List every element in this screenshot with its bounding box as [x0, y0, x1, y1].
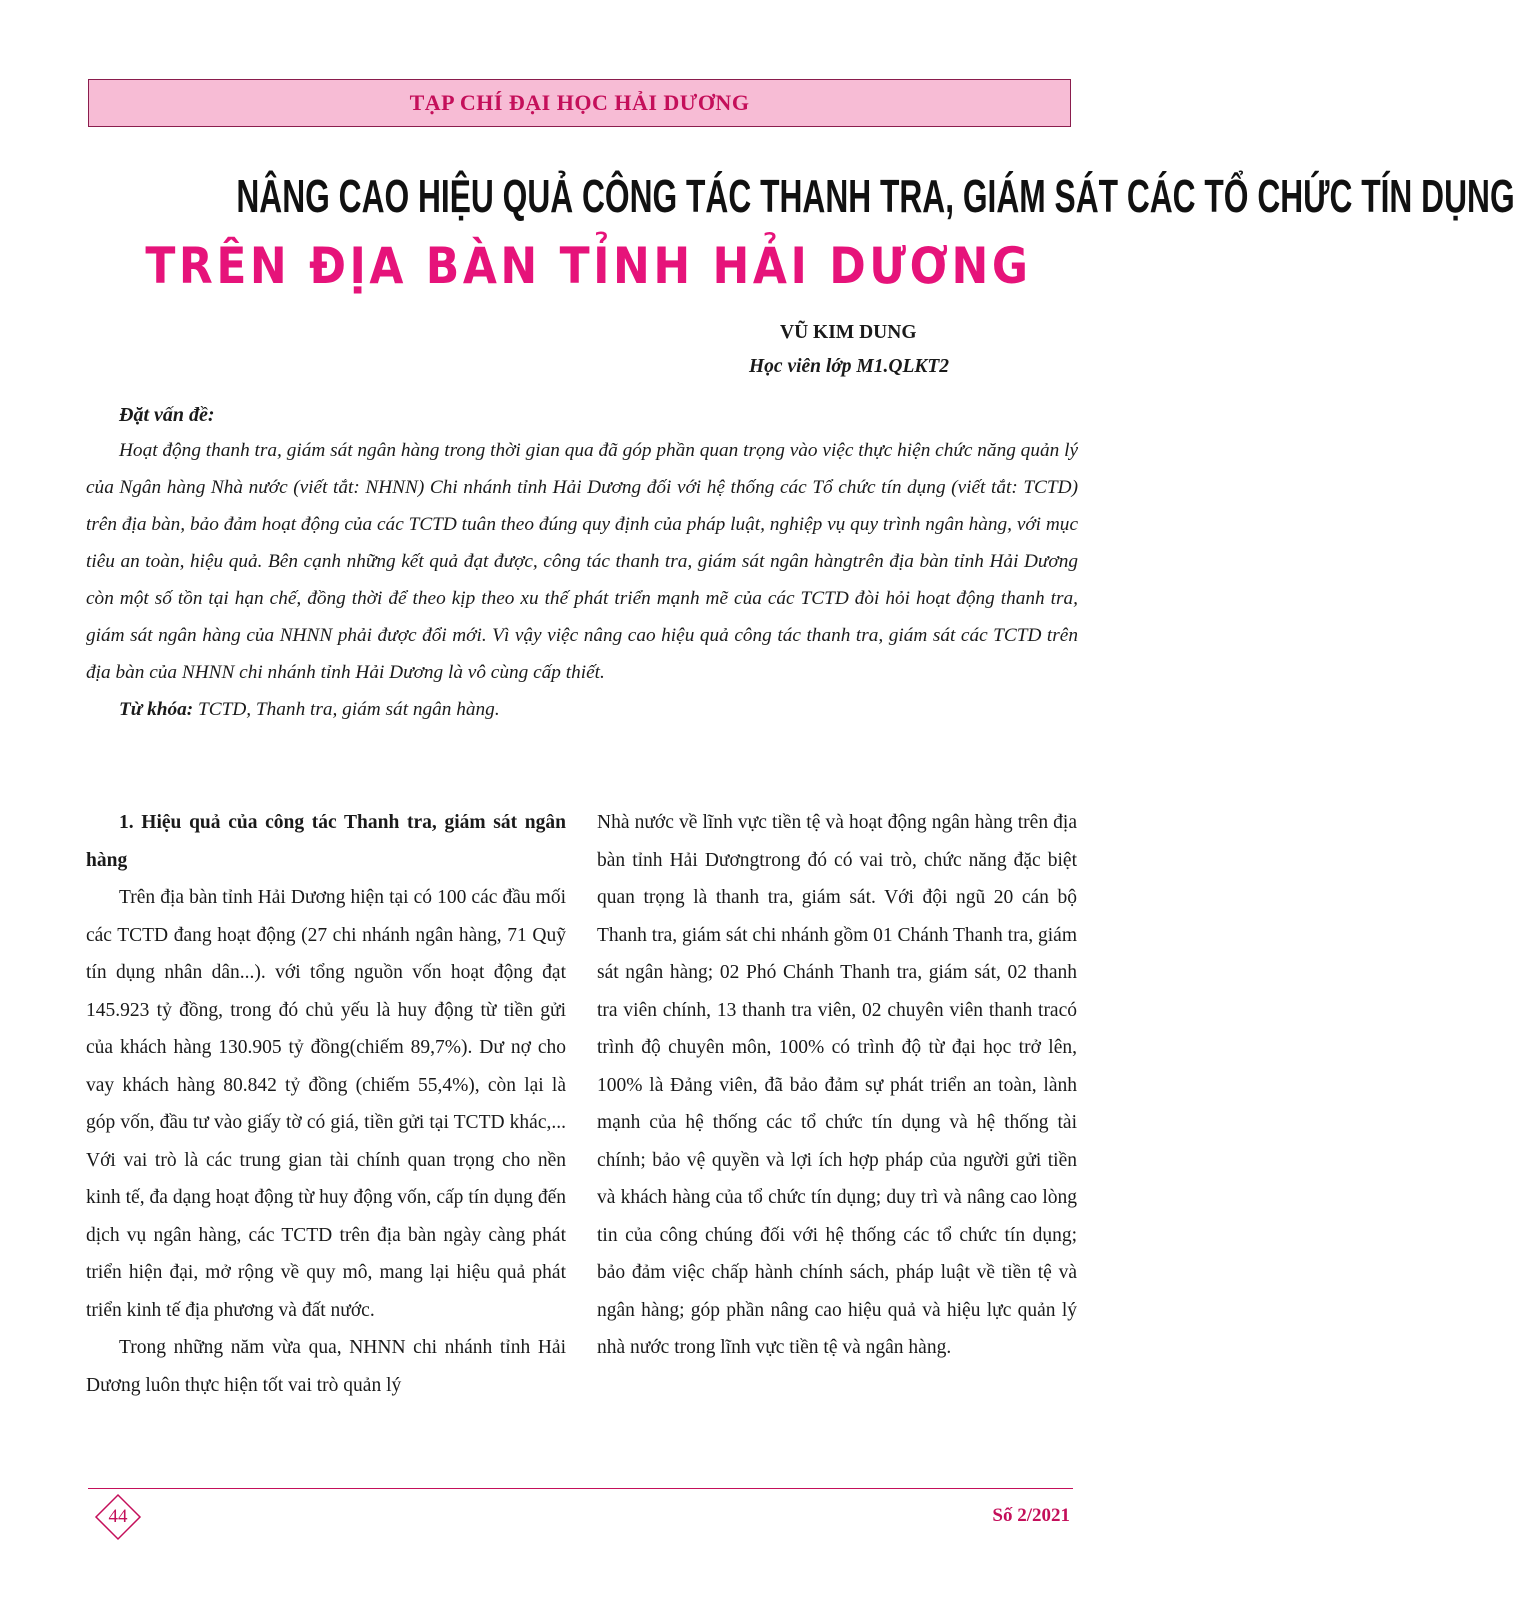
abstract-heading: Đặt vấn đề: — [119, 404, 215, 426]
section-heading: 1. Hiệu quả của công tác Thanh tra, giám sát ngân hàng — [86, 812, 566, 871]
abstract-section — [86, 398, 1078, 728]
abstract-text: Hoạt động thanh tra, giám sát ngân hàng trong thời gian qua đã góp phần quan trọng vào việc thực hiện chức năng quản lý của Ngân hàng Nhà nước (viết tắt: NHNN) Chi nhánh tỉnh Hải Dương đối với hệ thống các Tổ chức tín dụng (viết tắt: TCTD) trên địa bàn, bảo đảm hoạt động của các TCTD tuân theo đúng quy định của pháp luật, nghiệp vụ quy trình ngân hàng, với mục tiêu an toàn, hiệu quả. Bên cạnh những kết quả đạt được, công tác thanh tra, giám sát ngân hàngtrên địa bàn tỉnh Hải Dương còn một số tồn tại hạn chế, đồng thời để theo kịp theo xu thế phát triển mạnh mẽ của các TCTD đòi hỏi hoạt động thanh tra, giám sát ngân hàng của NHNN phải được đổi mới. Vì vậy việc nâng cao hiệu quả công tác thanh tra, giám sát các TCTD trên địa bàn của NHNN chi nhánh tỉnh Hải Dương là vô cùng cấp thiết. — [86, 440, 1078, 683]
journal-banner — [88, 79, 1071, 127]
author-affiliation: Học viên lớp M1.QLKT2 — [749, 356, 950, 377]
body-paragraph: Nhà nước về lĩnh vực tiền tệ và hoạt động ngân hàng trên địa bàn tỉnh Hải Dươngtrong đó có vai trò, chức năng đặc biệt quan trọng là thanh tra, giám sát. Với đội ngũ 20 cán bộ Thanh tra, giám sát chi nhánh gồm 01 Chánh Thanh tra, giám sát ngân hàng; 02 Phó Chánh Thanh tra, giám sát, 02 thanh tra viên chính, 13 thanh tra viên, 02 chuyên viên thanh tracó trình độ chuyên môn, 100% có trình độ từ đại học trở lên, 100% là Đảng viên, đã bảo đảm sự phát triển an toàn, lành mạnh của hệ thống các tổ chức tín dụng và hệ thống tài chính; bảo vệ quyền và lợi ích hợp pháp của người gửi tiền và khách hàng của tổ chức tín dụng; duy trì và nâng cao lòng tin của công chúng đối với hệ thống các tổ chức tín dụng; bảo đảm việc chấp hành chính sách, pháp luật về tiền tệ và ngân hàng; góp phần nâng cao hiệu quả và hiệu lực quản lý nhà nước trong lĩnh vực tiền tệ và ngân hàng. — [597, 812, 1077, 1358]
keywords — [119, 691, 1078, 728]
keywords-text: TCTD, Thanh tra, giám sát ngân hàng. — [198, 699, 500, 720]
body-column-right — [597, 804, 1077, 1367]
body-paragraph: Trên địa bàn tỉnh Hải Dương hiện tại có 100 các đầu mối các TCTD đang hoạt động (27 chi nhánh ngân hàng, 71 Quỹ tín dụng nhân dân...). với tổng nguồn vốn hoạt động đạt 145.923 tỷ đồng, trong đó chủ yếu là huy động từ tiền gửi của khách hàng 130.905 tỷ đồng(chiếm 89,7%). Dư nợ cho vay khách hàng 80.842 tỷ đồng (chiếm 55,4%), còn lại là góp vốn, đầu tư vào giấy tờ có giá, tiền gửi tại TCTD khác,... Với vai trò là các trung gian tài chính quan trọng cho nền kinh tế, đa dạng hoạt động từ huy động vốn, cấp tín dụng đến dịch vụ ngân hàng, các TCTD trên địa bàn ngày càng phát triển hiện đại, mở rộng về quy mô, mang lại hiệu quả phát triển kinh tế địa phương và đất nước. — [86, 887, 566, 1321]
journal-name: TẠP CHÍ ĐẠI HỌC HẢI DƯƠNG — [409, 90, 750, 115]
body-paragraph: Trong những năm vừa qua, NHNN chi nhánh tỉnh Hải Dương luôn thực hiện tốt vai trò quản lý — [86, 1337, 566, 1396]
body-column-left — [86, 804, 566, 1404]
keywords-label: Từ khóa: — [119, 699, 194, 720]
article-title-line-1: NÂNG CAO HIỆU QUẢ CÔNG TÁC THANH TRA, GIÁM SÁT CÁC TỔ CHỨC TÍN DỤNG — [236, 170, 1515, 222]
page-number: 44 — [108, 1506, 128, 1527]
footer-rule — [88, 1488, 1073, 1489]
article-title-line-2: TRÊN ĐỊA BÀN TỈNH HẢI DƯƠNG — [145, 237, 1032, 295]
issue-number: Số 2/2021 — [992, 1505, 1070, 1526]
author-name: VŨ KIM DUNG — [780, 322, 917, 343]
